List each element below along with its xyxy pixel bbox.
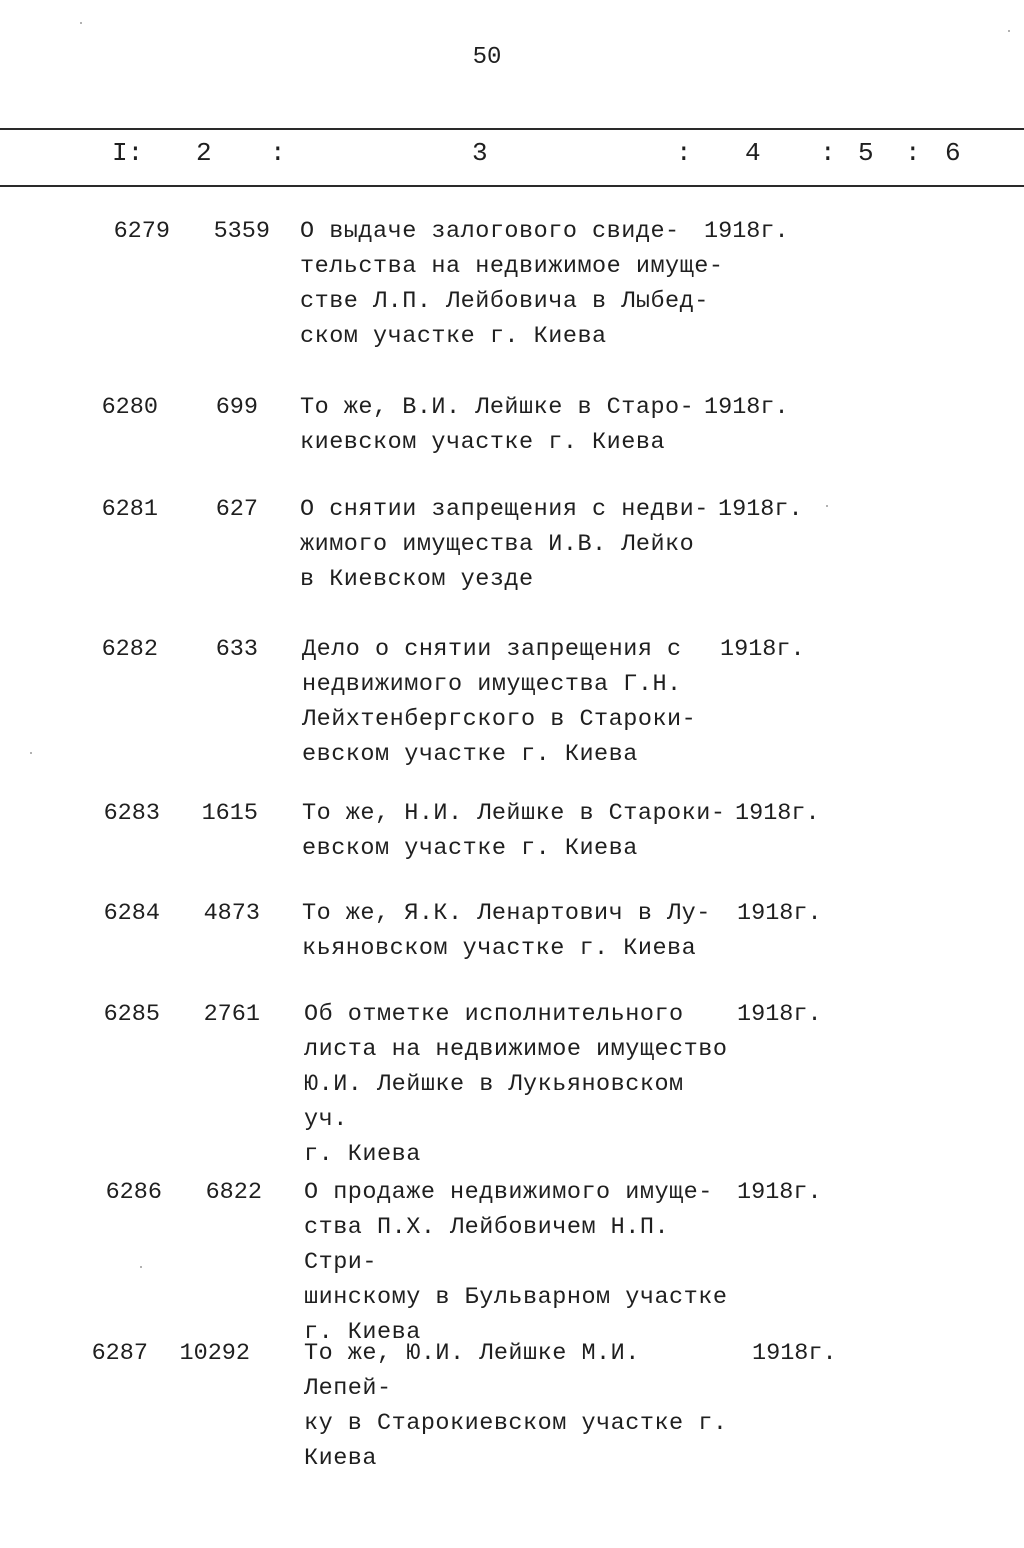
row-code: 2761 <box>203 1001 260 1028</box>
row-code: 10292 <box>179 1340 250 1367</box>
row-year: 1918г. <box>718 496 803 523</box>
row-year: 1918г. <box>752 1340 837 1367</box>
header-separator-1: : <box>270 138 286 168</box>
header-col-6: 6 <box>945 138 961 168</box>
row-description: О продаже недвижимого имуще- ства П.Х. Лейбовичем Н.П. Стри- шинскому в Бульварном участке г. Киева <box>304 1179 728 1346</box>
row-code: 627 <box>215 496 258 523</box>
row-number: 6284 <box>103 900 160 927</box>
header-col-3: 3 <box>472 138 488 168</box>
row-code: 699 <box>215 394 258 421</box>
row-description: То же, В.И. Лейшке в Старо- киевском участке г. Киева <box>300 394 695 456</box>
row-year: 1918г. <box>704 218 789 245</box>
header-col-5: 5 <box>858 138 874 168</box>
row-year: 1918г. <box>704 394 789 421</box>
row-number: 6287 <box>91 1340 148 1367</box>
header-separator-3: : <box>820 138 836 168</box>
header-col-4: 4 <box>745 138 761 168</box>
scan-speck <box>30 752 32 754</box>
row-number: 6280 <box>101 394 158 421</box>
header-col-2: 2 <box>196 138 212 168</box>
row-code: 5359 <box>213 218 270 245</box>
row-description: То же, Ю.И. Лейшке М.И. Лепей- ку в Старокиевском участке г. Киева <box>304 1340 728 1472</box>
scan-speck <box>80 22 82 24</box>
row-description: То же, Н.И. Лейшке в Староки- евском участке г. Киева <box>302 800 726 862</box>
header-col-1: I: <box>112 138 144 168</box>
row-code: 633 <box>215 636 258 663</box>
row-number: 6281 <box>101 496 158 523</box>
row-code: 1615 <box>201 800 258 827</box>
header-separator-4: : <box>905 138 921 168</box>
row-code: 4873 <box>203 900 260 927</box>
row-number: 6286 <box>105 1179 162 1206</box>
row-year: 1918г. <box>737 1001 822 1028</box>
row-year: 1918г. <box>735 800 820 827</box>
row-year: 1918г. <box>737 900 822 927</box>
row-number: 6285 <box>103 1001 160 1028</box>
row-description: Дело о снятии запрещения с недвижимого имущества Г.Н. Лейхтенбергского в Староки- евском участке г. Киева <box>302 636 697 768</box>
scan-speck <box>140 1266 142 1268</box>
row-description: О снятии запрещения с недви- жимого имущества И.В. Лейко в Киевском уезде <box>300 496 709 593</box>
page-number: 50 <box>472 44 502 71</box>
row-year: 1918г. <box>720 636 805 663</box>
row-description: То же, Я.К. Ленартович в Лу- кьяновском участке г. Киева <box>302 900 711 962</box>
row-number: 6282 <box>101 636 158 663</box>
row-description: Об отметке исполнительного листа на недвижимое имущество Ю.И. Лейшке в Лукьяновском уч. г. Киева <box>304 1001 728 1168</box>
row-number: 6279 <box>113 218 170 245</box>
header-separator-2: : <box>676 138 692 168</box>
scan-speck <box>1008 30 1010 32</box>
row-code: 6822 <box>205 1179 262 1206</box>
row-number: 6283 <box>103 800 160 827</box>
scan-speck <box>826 505 828 507</box>
row-year: 1918г. <box>737 1179 822 1206</box>
row-description: О выдаче залогового свиде- тельства на недвижимое имуще- стве Л.П. Лейбовича в Лыбед- ском участке г. Киева <box>300 218 724 350</box>
